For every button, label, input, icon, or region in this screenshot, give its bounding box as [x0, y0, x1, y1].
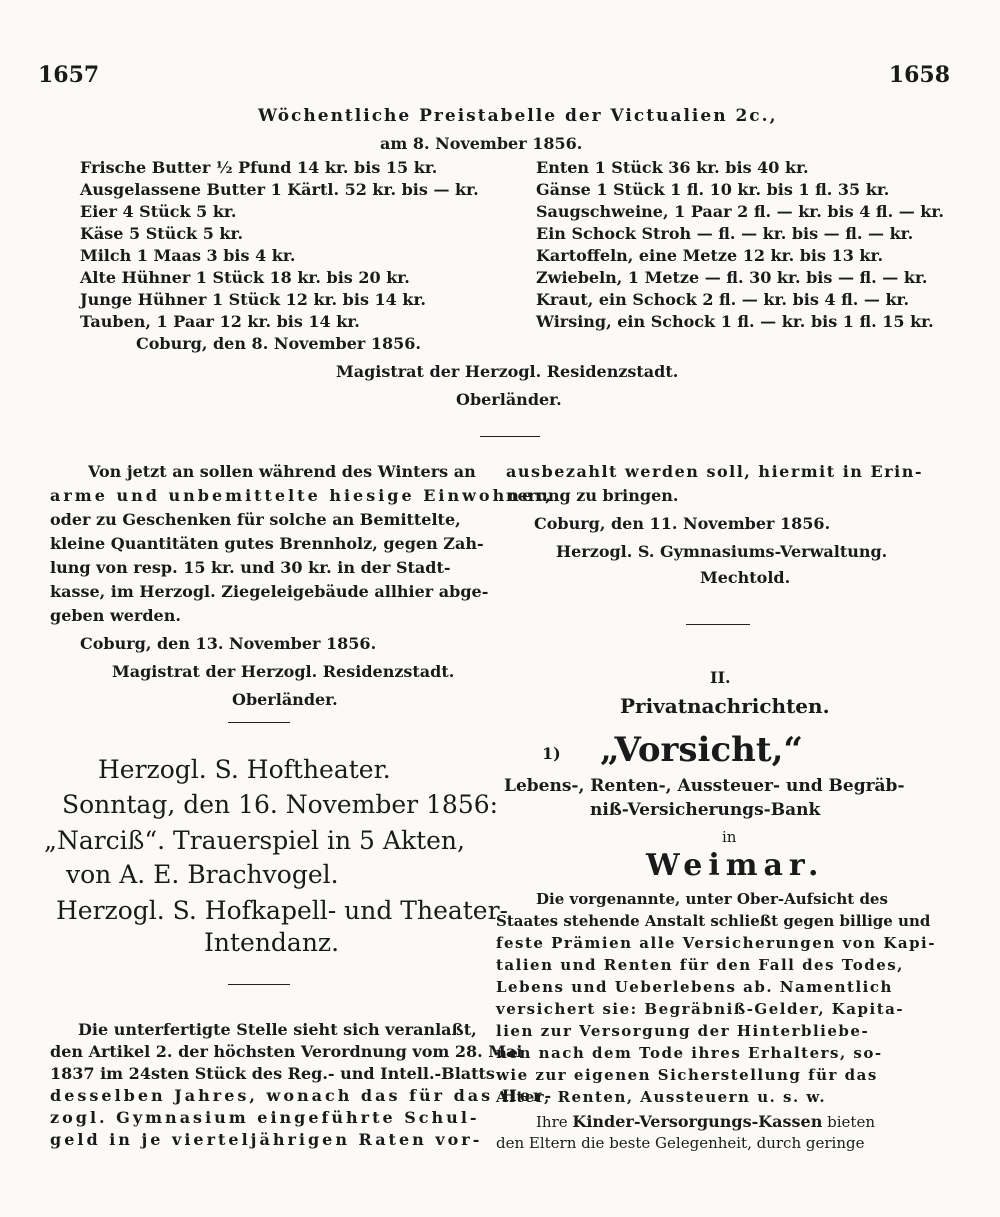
text-run: Ihre [536, 1113, 568, 1131]
insurance-number: 1) [542, 744, 561, 763]
price-table-title: Wöchentliche Preistabelle der Victualien 2c., [258, 106, 778, 126]
kinder-versorgungs-kassen: Kinder-Versorgungs-Kassen [572, 1112, 823, 1131]
insurance-line: Lebens und Ueberlebens ab. Namentlich [496, 978, 893, 996]
divider [686, 624, 750, 625]
price-item: Käse 5 Stück 5 kr. [80, 224, 244, 243]
notice-line: kleine Quantitäten gutes Brennholz, gegen Zah- [50, 534, 484, 553]
page-number-right: 1658 [888, 62, 950, 88]
insurance-line: versichert sie: Begräbniß-Gelder, Kapita- [496, 1000, 905, 1018]
page-number-left: 1657 [38, 62, 100, 88]
price-item: Kraut, ein Schock 2 fl. — kr. bis 4 fl. — kr. [536, 290, 910, 309]
price-item: Ausgelassene Butter 1 Kärtl. 52 kr. bis — kr. [80, 180, 479, 199]
insurance-line: lien zur Versorgung der Hinterbliebe- [496, 1022, 870, 1040]
notice-line: nerung zu bringen. [506, 486, 679, 505]
notice-line: geben werden. [50, 606, 181, 625]
theater-heading: Herzogl. S. Hoftheater. [98, 755, 391, 784]
insurance-line: den Eltern die beste Gelegenheit, durch geringe [496, 1134, 865, 1152]
price-item: Gänse 1 Stück 1 fl. 10 kr. bis 1 fl. 35 kr. [536, 180, 890, 199]
divider [228, 984, 290, 985]
notice-line: zogl. Gymnasium eingeführte Schul- [50, 1108, 480, 1127]
insurance-in: in [722, 828, 737, 846]
notice-line: Die unterfertigte Stelle sieht sich veranlaßt, [78, 1020, 477, 1039]
price-item: Ein Schock Stroh — fl. — kr. bis — fl. — kr. [536, 224, 914, 243]
divider [480, 436, 540, 437]
price-item: Alte Hühner 1 Stück 18 kr. bis 20 kr. [80, 268, 410, 287]
theater-sign-line2: Intendanz. [204, 928, 340, 957]
insurance-name: „Vorsicht,“ [600, 730, 803, 770]
price-item: Frische Butter ½ Pfund 14 kr. bis 15 kr. [80, 158, 438, 177]
text-run: bieten [827, 1113, 875, 1131]
insurance-line: Alter, Renten, Aussteuern u. s. w. [496, 1088, 827, 1106]
price-item: Saugschweine, 1 Paar 2 fl. — kr. bis 4 fl. — kr. [536, 202, 944, 221]
insurance-line: Staates stehende Anstalt schließt gegen billige und [496, 912, 931, 930]
notice-line: ausbezahlt werden soll, hiermit in Erin- [506, 462, 923, 481]
insurance-line [536, 1112, 875, 1131]
theater-author: von A. E. Brachvogel. [66, 860, 339, 889]
notice-line: arme und unbemittelte hiesige Einwohner, [50, 486, 554, 505]
notice-line: geld in je vierteljährigen Raten vor- [50, 1130, 483, 1149]
notice-place-date: Coburg, den 13. November 1856. [80, 634, 377, 653]
price-item: Milch 1 Maas 3 bis 4 kr. [80, 246, 296, 265]
price-table-authority: Magistrat der Herzogl. Residenzstadt. [336, 362, 679, 381]
price-item: Tauben, 1 Paar 12 kr. bis 14 kr. [80, 312, 360, 331]
insurance-line: Die vorgenannte, unter Ober-Aufsicht des [536, 890, 888, 908]
theater-sign-line1: Herzogl. S. Hofkapell- und Theater- [56, 896, 509, 925]
notice-line: Von jetzt an sollen während des Winters an [88, 462, 476, 481]
price-table-place-date: Coburg, den 8. November 1856. [136, 334, 421, 353]
notice-line: den Artikel 2. der höchsten Verordnung vom 28. Mai [50, 1042, 523, 1061]
section-heading: Privatnachrichten. [620, 694, 830, 718]
divider [228, 722, 290, 723]
price-item: Eier 4 Stück 5 kr. [80, 202, 237, 221]
price-table-signature: Oberländer. [456, 390, 562, 409]
price-item: Junge Hühner 1 Stück 12 kr. bis 14 kr. [80, 290, 426, 309]
insurance-city: Weimar. [646, 848, 825, 883]
notice-line: desselben Jahres, wonach das für das Her- [50, 1086, 555, 1105]
price-item: Wirsing, ein Schock 1 fl. — kr. bis 1 fl. 15 kr. [536, 312, 934, 331]
theater-play: „Narciß“. Trauerspiel in 5 Akten, [44, 826, 465, 855]
insurance-line: nen nach dem Tode ihres Erhalters, so- [496, 1044, 883, 1062]
insurance-line: feste Prämien alle Versicherungen von Kapi- [496, 934, 936, 952]
insurance-subtitle2: niß-Versicherungs-Bank [590, 800, 821, 820]
notice-line: 1837 im 24sten Stück des Reg.- und Intell.-Blatts [50, 1064, 495, 1083]
price-table-date: am 8. November 1856. [380, 134, 583, 153]
section-numeral: II. [710, 668, 731, 687]
notice-line: kasse, im Herzogl. Ziegeleigebäude allhier abge- [50, 582, 489, 601]
insurance-line: wie zur eigenen Sicherstellung für das [496, 1066, 878, 1084]
insurance-line: talien und Renten für den Fall des Todes, [496, 956, 904, 974]
notice-place-date: Coburg, den 11. November 1856. [534, 514, 831, 533]
notice-signature: Mechtold. [700, 568, 791, 587]
price-item: Kartoffeln, eine Metze 12 kr. bis 13 kr. [536, 246, 884, 265]
notice-signature: Oberländer. [232, 690, 338, 709]
price-item: Enten 1 Stück 36 kr. bis 40 kr. [536, 158, 809, 177]
theater-date: Sonntag, den 16. November 1856: [62, 790, 499, 819]
insurance-subtitle1: Lebens-, Renten-, Aussteuer- und Begräb- [504, 776, 905, 796]
notice-line: lung von resp. 15 kr. und 30 kr. in der Stadt- [50, 558, 451, 577]
notice-authority: Herzogl. S. Gymnasiums-Verwaltung. [556, 542, 888, 561]
price-item: Zwiebeln, 1 Metze — fl. 30 kr. bis — fl. — kr. [536, 268, 928, 287]
notice-authority: Magistrat der Herzogl. Residenzstadt. [112, 662, 455, 681]
notice-line: oder zu Geschenken für solche an Bemittelte, [50, 510, 461, 529]
